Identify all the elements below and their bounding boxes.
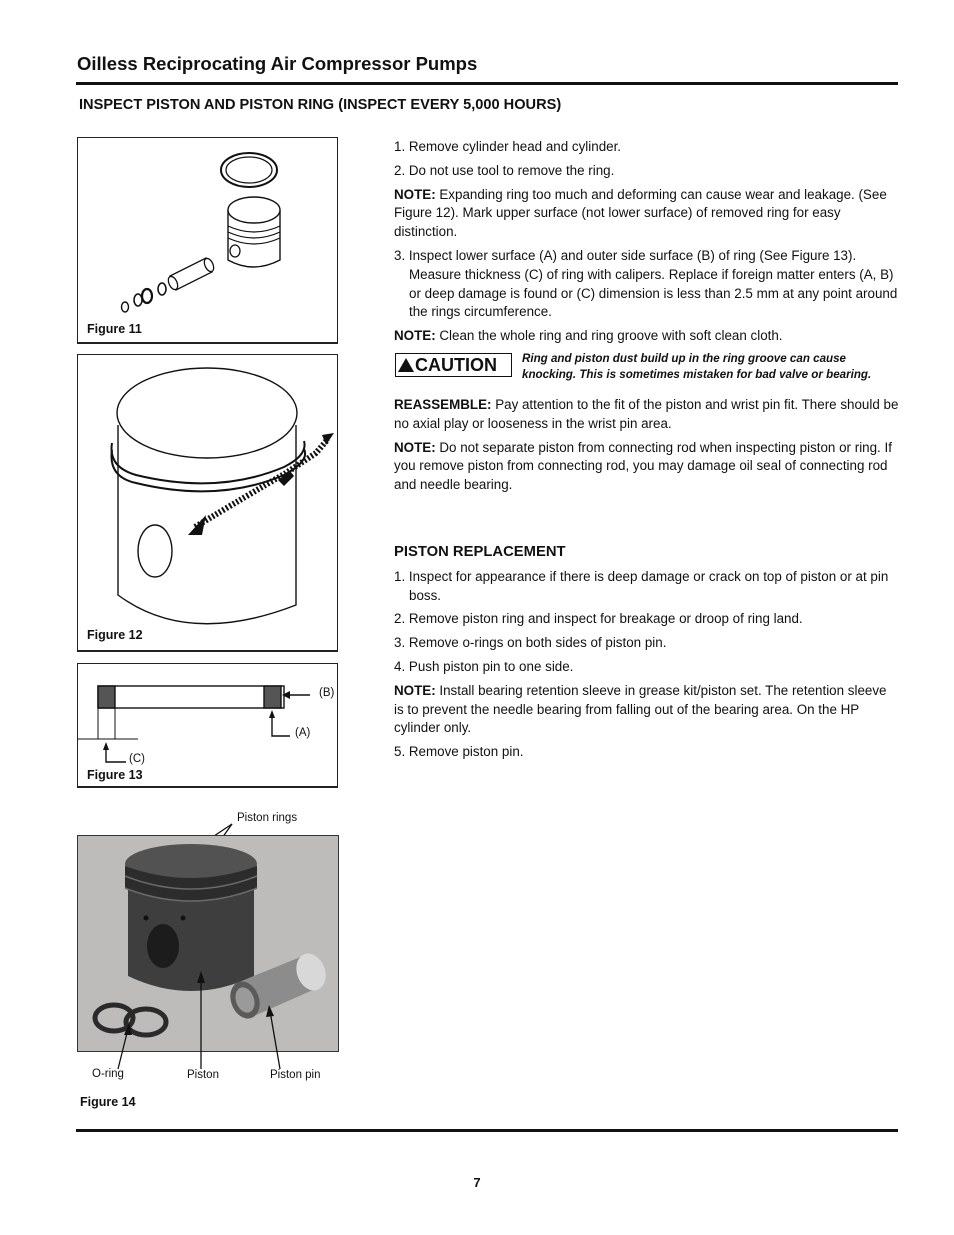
inspect-step-1: 1. Remove cylinder head and cylinder. [394, 139, 622, 154]
figure-12-label: Figure 12 [87, 628, 143, 642]
figure-11 [77, 137, 338, 344]
piston-rings-callout: Piston rings [237, 812, 298, 824]
figure-13 [77, 663, 338, 788]
footer-rule [76, 1129, 898, 1132]
label-c: (C) [129, 753, 145, 765]
replacement-step-3: 3. Remove o-rings on both sides of piston pin. [394, 635, 667, 651]
figure-13-label: Figure 13 [87, 768, 143, 782]
inspect-step-3: 3. Inspect lower surface (A) and outer side surface (B) of ring (See Figure 13). Measure thickness (C) of ring with calipers. Replace if foreign matter enters (A, B) or deep damage is found or (C) dimension is less than 2.5 mm at any point around the rings circumference. [394, 247, 898, 320]
inspect-note-3: NOTE: Do not separate piston from connecting rod when inspecting piston or ring. If you remove piston from connecting rod, you may damage oil seal of connecting rod and needle bearing. [394, 439, 892, 493]
reassemble-note: REASSEMBLE: Pay attention to the fit of the piston and wrist pin fit. There should be no axial play or looseness in the wrist pin area. [394, 396, 899, 431]
replacement-step-2: 2. Remove piston ring and inspect for breakage or droop of ring land. [394, 611, 803, 627]
parts-callout-arrows [100, 965, 300, 1075]
replacement-step-5: 5. Remove piston pin. [394, 744, 524, 760]
header-rule [76, 82, 898, 85]
caution-notice [394, 351, 899, 391]
piston-assembly-illustration [78, 138, 339, 343]
inspect-note-1: NOTE: Expanding ring too much and deforming can cause wear and leakage. (See Figure 12). Mark upper surface (not lower surface) of removed ring for easy distinction. [394, 186, 887, 240]
figure-11-label: Figure 11 [87, 322, 142, 336]
piston-ring-expansion-illustration [78, 355, 339, 651]
warning-triangle-icon [398, 358, 414, 372]
replacement-step-4: 4. Push piston pin to one side. [394, 658, 574, 674]
replacement-step-1: 1. Inspect for appearance if there is deep damage or crack on top of piston or at pin boss. [394, 568, 889, 603]
caution-badge: CAUTION [395, 353, 512, 377]
piston-replacement-title: PISTON REPLACEMENT [394, 543, 566, 560]
figure-12 [77, 354, 338, 652]
replacement-note: NOTE: Install bearing retention sleeve in grease kit/piston set. The retention sleeve is to prevent the needle bearing from falling out of the bearing area. On the HP cylinder only. [394, 682, 887, 736]
instructions-column [394, 138, 899, 767]
section-title: INSPECT PISTON AND PISTON RING (INSPECT EVERY 5,000 HOURS) [79, 97, 562, 113]
piston-callout: Piston [187, 1069, 219, 1081]
figure-14-label: Figure 14 [80, 1095, 136, 1109]
caution-text: Ring and piston dust build up in the ring groove can cause knocking. This is sometimes mistaken for bad valve or bearing. [522, 351, 872, 381]
piston-pin-callout: Piston pin [270, 1069, 321, 1081]
page-number: 7 [473, 1175, 481, 1190]
label-b: (B) [319, 687, 335, 699]
label-a: (A) [295, 727, 311, 739]
inspect-step-2: 2. Do not use tool to remove the ring. [394, 162, 615, 178]
oring-callout: O-ring [92, 1068, 124, 1080]
document-header-title: Oilless Reciprocating Air Compressor Pumps [77, 53, 478, 74]
inspect-note-2: NOTE: Clean the whole ring and ring groove with soft clean cloth. [394, 328, 783, 344]
